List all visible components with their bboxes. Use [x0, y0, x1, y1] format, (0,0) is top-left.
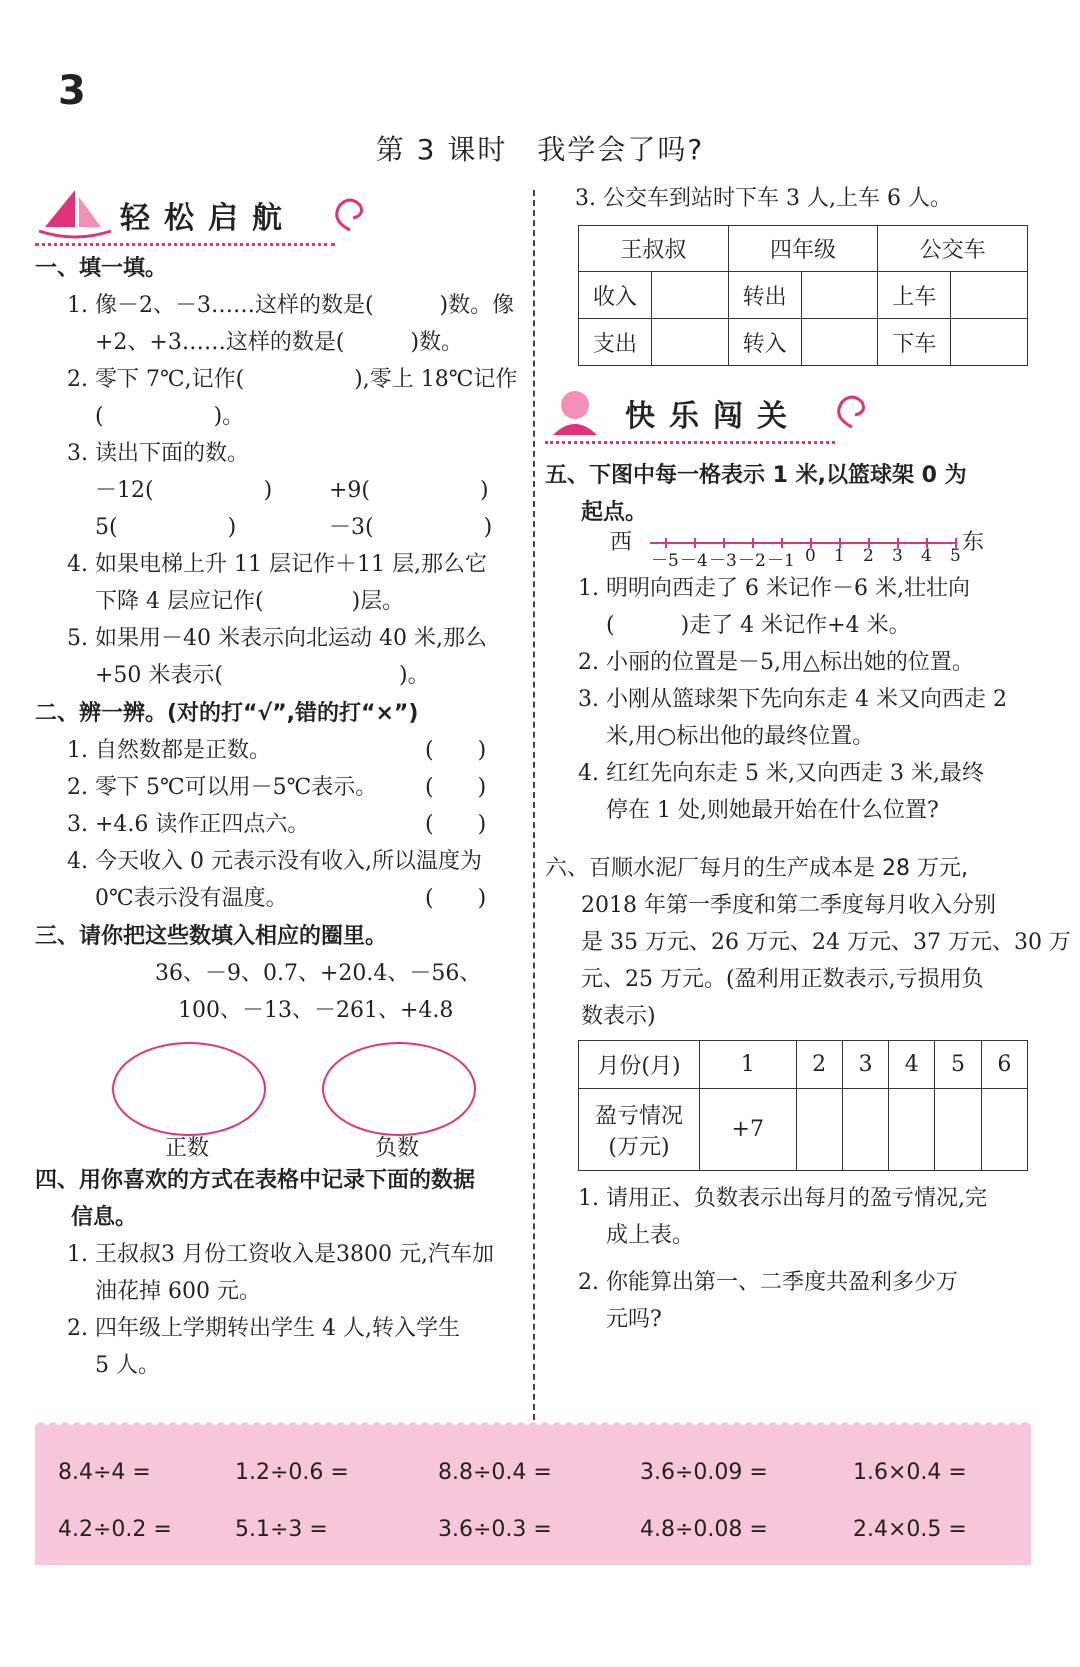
sec5-line: 停在 1 处,则她最开始在什么位置?	[606, 798, 939, 823]
sec4-line: 1. 王叔叔3 月份工资收入是3800 元,汽车加	[67, 1242, 494, 1267]
sec6-q: 1. 请用正、负数表示出每月的盈亏情况,完	[578, 1186, 987, 1211]
sec6-q: 元吗?	[606, 1307, 662, 1332]
banner-left-text: 轻松启航	[120, 201, 296, 236]
table-cell: 下车	[878, 319, 951, 366]
swirl-icon	[827, 387, 877, 437]
banner-easy-start	[35, 185, 365, 255]
answer-cell[interactable]	[935, 1089, 981, 1171]
answer-paren[interactable]: ( )	[425, 812, 487, 837]
calc-item: 4.8÷0.08 =	[640, 1517, 768, 1542]
answer-paren[interactable]: ( )	[425, 775, 487, 800]
sec1-line: 2. 零下 7℃,记作( ),零上 18℃记作	[67, 367, 518, 392]
table-cell: 收入	[579, 272, 652, 319]
sec6-line: 是 35 万元、26 万元、24 万元、37 万元、30 万	[581, 930, 1071, 955]
number-line-label: －2	[738, 551, 766, 571]
sec4-heading: 信息。	[71, 1205, 138, 1230]
number-line-label: 2	[863, 546, 874, 566]
answer-cell[interactable]	[801, 319, 878, 366]
calc-item: 8.4÷4 =	[58, 1460, 151, 1485]
judge-item: 1. 自然数都是正数。	[67, 738, 271, 763]
judge-item: 3. +4.6 读作正四点六。	[67, 812, 310, 837]
sec1-line: 4. 如果电梯上升 11 层记作＋11 层,那么它	[67, 552, 487, 577]
row-label-line1: 盈亏情况	[594, 1103, 683, 1129]
number-line-label: 4	[921, 546, 932, 566]
table-cell: 上车	[878, 272, 951, 319]
numbers-line: 36、－9、0.7、+20.4、－56、	[155, 961, 482, 986]
sec5-heading: 起点。	[581, 500, 648, 525]
sec2-heading: 二、辨一辨。(对的打“√”,错的打“×”)	[35, 701, 419, 726]
sec1-heading: 一、填一填。	[35, 256, 168, 281]
banner-right-text: 快乐闯关	[625, 399, 801, 434]
sec5-line: ( )走了 4 米记作+4 米。	[606, 613, 911, 638]
month-cell: 1	[700, 1041, 797, 1089]
positive-label: 正数	[165, 1136, 210, 1161]
month-cell: 6	[981, 1041, 1027, 1089]
column-divider	[533, 190, 535, 1420]
calc-item: 5.1÷3 =	[235, 1517, 328, 1542]
calc-item: 3.6÷0.09 =	[640, 1460, 768, 1485]
sec6-line: 元、25 万元。(盈利用正数表示,亏损用负	[581, 967, 984, 992]
answer-cell[interactable]	[889, 1089, 935, 1171]
answer-cell[interactable]	[951, 319, 1028, 366]
banner-happy-challenge	[545, 385, 885, 455]
read-item: －3( )	[329, 515, 493, 540]
sec1-line: 5. 如果用－40 米表示向北运动 40 米,那么	[67, 626, 487, 651]
answer-cell[interactable]	[796, 1089, 842, 1171]
sec5-line: 4. 红红先向东走 5 米,又向西走 3 米,最终	[578, 761, 984, 786]
sec3-heading: 三、请你把这些数填入相应的圈里。	[35, 924, 388, 949]
answer-paren[interactable]: ( )	[425, 738, 487, 763]
negative-label: 负数	[375, 1136, 420, 1161]
judge-item: 2. 零下 5℃可以用－5℃表示。	[67, 775, 378, 800]
answer-cell[interactable]	[652, 272, 729, 319]
sec5-heading: 五、下图中每一格表示 1 米,以篮球架 0 为	[545, 463, 967, 488]
profit-table	[578, 1040, 1028, 1171]
west-label: 西	[610, 530, 633, 555]
judge-item: 0℃表示没有温度。	[95, 886, 288, 911]
east-label: 东	[962, 530, 985, 555]
calc-item: 8.8÷0.4 =	[438, 1460, 552, 1485]
read-item: +9( )	[329, 478, 489, 503]
swirl-icon	[325, 190, 375, 240]
table-cell: 转出	[728, 272, 801, 319]
calc-band	[35, 1425, 1031, 1565]
number-line-label: 5	[950, 546, 961, 566]
banner-wave	[35, 233, 335, 246]
page-number: 3	[58, 68, 86, 114]
calc-item: 1.2÷0.6 =	[235, 1460, 349, 1485]
table-header: 四年级	[728, 226, 878, 272]
sec6-line: 数表示)	[581, 1004, 656, 1029]
sec4-line: 5 人。	[95, 1353, 160, 1378]
record-table	[578, 225, 1028, 366]
sec1-line: 下降 4 层应记作( )层。	[95, 589, 405, 614]
sec6-q: 2. 你能算出第一、二季度共盈利多少万	[578, 1270, 958, 1295]
answer-cell[interactable]	[842, 1089, 888, 1171]
positive-circle[interactable]	[112, 1042, 266, 1136]
sec1-line: 1. 像－2、－3……这样的数是( )数。像	[67, 293, 515, 318]
sec4-line: 2. 四年级上学期转出学生 4 人,转入学生	[67, 1316, 460, 1341]
sec5-line: 米,用○标出他的最终位置。	[606, 724, 875, 749]
calc-item: 3.6÷0.3 =	[438, 1517, 552, 1542]
value-cell: +7	[700, 1089, 797, 1171]
sec5-line: 3. 小刚从篮球架下先向东走 4 米又向西走 2	[578, 687, 1007, 712]
judge-item: 4. 今天收入 0 元表示没有收入,所以温度为	[67, 849, 482, 874]
read-item: 5( )	[95, 515, 237, 540]
banner-wave	[545, 431, 835, 444]
sec1-line: +2、+3……这样的数是( )数。	[95, 330, 464, 355]
sec6-q: 成上表。	[606, 1223, 695, 1248]
table-header: 公交车	[878, 226, 1028, 272]
sec4-line: 油花掉 600 元。	[95, 1279, 261, 1304]
answer-cell[interactable]	[981, 1089, 1027, 1171]
month-cell: 4	[889, 1041, 935, 1089]
number-line-label: 1	[834, 546, 845, 566]
row-label-line2: (万元)	[608, 1134, 670, 1160]
negative-circle[interactable]	[322, 1042, 476, 1136]
sec4-heading: 四、用你喜欢的方式在表格中记录下面的数据	[35, 1168, 476, 1193]
answer-paren[interactable]: ( )	[425, 886, 487, 911]
month-cell: 5	[935, 1041, 981, 1089]
calc-item: 1.6×0.4 =	[853, 1460, 967, 1485]
sec6-line: 2018 年第一季度和第二季度每月收入分别	[581, 893, 996, 918]
number-line-label: －5	[651, 551, 679, 571]
sec5-line: 1. 明明向西走了 6 米记作－6 米,壮壮向	[578, 576, 970, 601]
table-cell: 转入	[728, 319, 801, 366]
answer-cell[interactable]	[652, 319, 729, 366]
numbers-line: 100、－13、－261、+4.8	[178, 998, 454, 1023]
sec4-q3: 3. 公交车到站时下车 3 人,上车 6 人。	[575, 186, 952, 211]
month-cell: 2	[796, 1041, 842, 1089]
table-row-label	[579, 1089, 700, 1171]
table-header: 月份(月)	[579, 1041, 700, 1089]
band-scallop	[35, 1417, 1031, 1427]
number-line-label: －1	[767, 551, 795, 571]
sec1-line: ( )。	[95, 404, 245, 429]
table-cell: 支出	[579, 319, 652, 366]
answer-cell[interactable]	[951, 272, 1028, 319]
sec5-line: 2. 小丽的位置是－5,用△标出她的位置。	[578, 650, 974, 675]
sec1-line: +50 米表示( )。	[95, 663, 430, 688]
month-cell: 3	[842, 1041, 888, 1089]
sec1-line: 3. 读出下面的数。	[67, 441, 249, 466]
number-line-label: 0	[805, 546, 816, 566]
answer-cell[interactable]	[801, 272, 878, 319]
calc-item: 2.4×0.5 =	[853, 1517, 967, 1542]
table-header: 王叔叔	[579, 226, 729, 272]
number-line-label: －4	[680, 551, 708, 571]
sec6-heading: 六、百顺水泥厂每月的生产成本是 28 万元,	[545, 856, 968, 881]
page-title: 第 3 课时 我学会了吗?	[375, 133, 705, 166]
number-line-label: 3	[892, 546, 903, 566]
number-line-label: －3	[709, 551, 737, 571]
calc-item: 4.2÷0.2 =	[58, 1517, 172, 1542]
read-item: －12( )	[95, 478, 273, 503]
